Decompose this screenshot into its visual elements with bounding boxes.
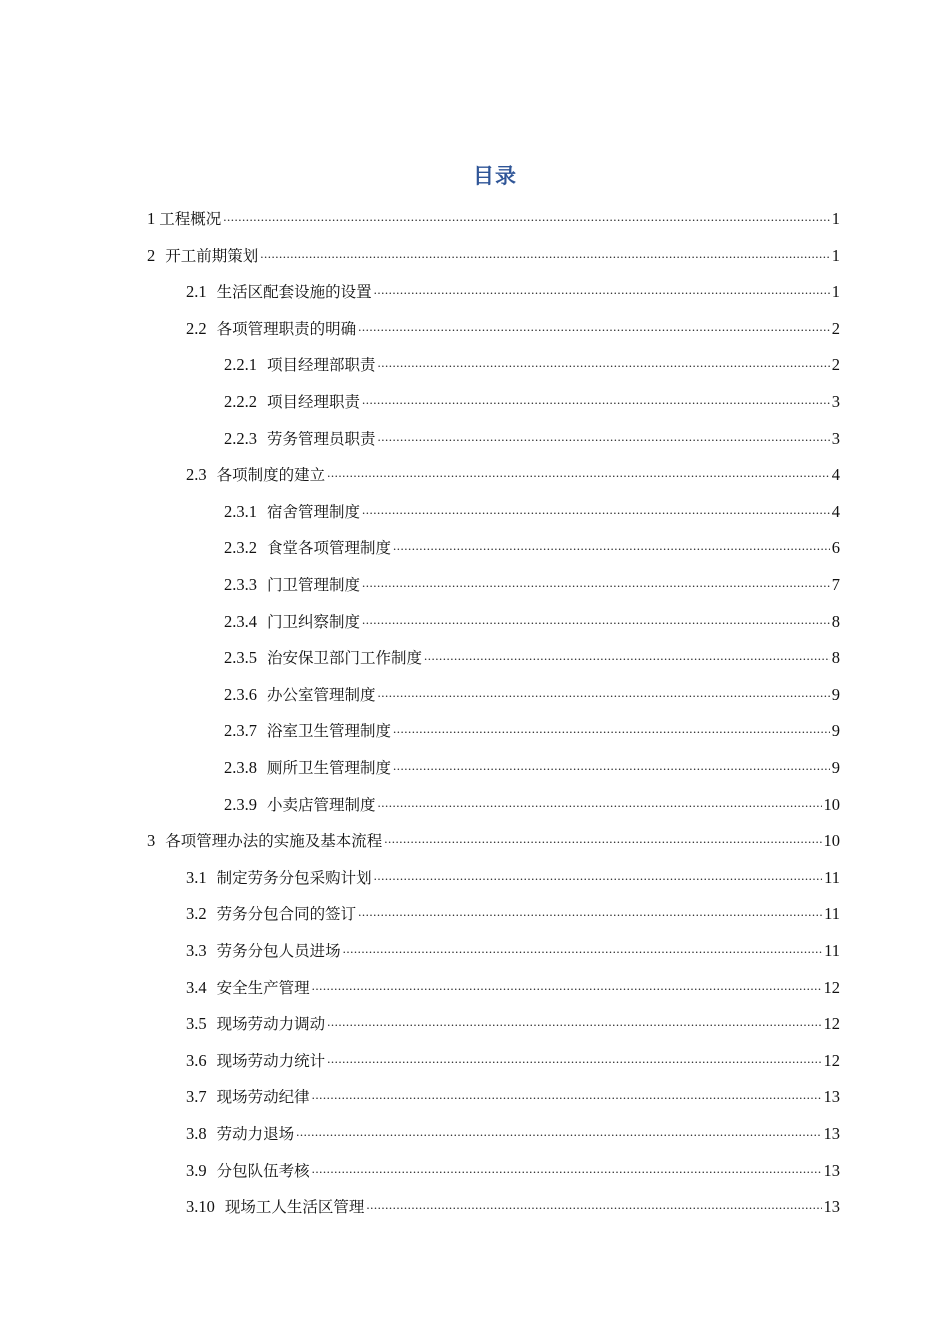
toc-dot-leader (312, 1160, 822, 1182)
toc-entry-title: 项目经理部职责 (267, 356, 376, 375)
toc-entry-page-number: 13 (823, 1160, 840, 1180)
toc-dot-leader (327, 464, 830, 486)
toc-entry[interactable] (224, 680, 840, 706)
toc-dot-leader (378, 794, 822, 816)
toc-entry-page-number: 10 (823, 794, 840, 814)
toc-entry-title: 各项管理办法的实施及基本流程 (165, 832, 383, 851)
toc-entry-title: 现场劳动力统计 (216, 1051, 326, 1070)
toc-entry-page-number: 7 (831, 575, 840, 594)
toc-entry-number: 2.2.1 (224, 355, 257, 375)
toc-entry-title: 劳务管理员职责 (267, 429, 376, 448)
toc-entry-page-number: 11 (824, 904, 840, 924)
toc-entry-number: 2.3.5 (224, 648, 257, 668)
toc-dot-leader (343, 940, 822, 962)
toc-entry[interactable] (224, 570, 840, 596)
toc-entry[interactable] (186, 277, 840, 303)
toc-entry-number: 3.2 (186, 904, 207, 924)
toc-entry-page-number: 12 (823, 1050, 840, 1070)
toc-entry-page-number: 10 (823, 831, 840, 851)
toc-entry-title: 生活区配套设施的设置 (216, 283, 372, 302)
toc-entry-page-number: 12 (823, 1014, 840, 1034)
toc-entry-number: 3.3 (186, 941, 207, 960)
toc-entry-number: 3.6 (186, 1050, 207, 1070)
toc-entry-page-number: 11 (824, 867, 840, 887)
toc-entry-title: 劳务分包合同的签订 (216, 905, 357, 924)
toc-dot-leader (362, 391, 830, 413)
toc-entry-number: 1 (147, 209, 156, 228)
toc-entry[interactable] (147, 241, 840, 267)
toc-dot-leader (358, 318, 830, 340)
toc-entry-number: 3.1 (186, 867, 207, 887)
toc-entry-number: 2.2.3 (224, 428, 257, 448)
toc-entry-number: 2.3 (186, 465, 207, 485)
toc-entry[interactable] (224, 497, 840, 523)
toc-entry-number: 3.9 (186, 1160, 207, 1180)
toc-entry-number: 3 (147, 831, 156, 851)
toc-entry-page-number: 9 (831, 684, 840, 704)
toc-entry[interactable] (224, 753, 840, 779)
toc-entry-title: 现场劳动力调动 (216, 1015, 326, 1034)
toc-entry-title: 劳务分包人员进场 (216, 942, 341, 960)
toc-entry[interactable] (147, 204, 840, 230)
toc-entry[interactable] (224, 350, 840, 376)
toc-dot-leader (327, 1013, 821, 1035)
toc-title: 目录 (473, 164, 517, 188)
toc-entry-page-number: 12 (823, 977, 840, 997)
toc-entry-page-number: 11 (824, 941, 840, 960)
toc-entry[interactable] (186, 863, 840, 889)
toc-entry-page-number: 8 (831, 648, 840, 668)
toc-entry-title: 现场工人生活区管理 (224, 1198, 365, 1217)
toc-entry-number: 3.7 (186, 1087, 207, 1107)
toc-entry-title: 制定劳务分包采购计划 (216, 868, 372, 887)
toc-dot-leader (374, 867, 822, 889)
toc-entry[interactable] (224, 643, 840, 669)
toc-entry-number: 2.3.8 (224, 758, 257, 777)
toc-entry[interactable] (224, 424, 840, 450)
toc-entry-page-number: 2 (831, 318, 840, 338)
toc-dot-leader (362, 574, 830, 596)
toc-entry[interactable] (147, 826, 840, 852)
toc-dot-leader (362, 501, 830, 523)
toc-entry-page-number: 4 (831, 465, 840, 485)
toc-entry-number: 2.3.2 (224, 538, 257, 558)
toc-dot-leader (312, 1086, 822, 1108)
toc-entry-title: 厕所卫生管理制度 (267, 759, 392, 777)
toc-entry-number: 2.3.7 (224, 721, 257, 741)
toc-dot-leader (393, 757, 830, 779)
toc-dot-leader (358, 903, 822, 925)
toc-entry-number: 2.3.6 (224, 684, 257, 704)
toc-dot-leader (327, 1050, 821, 1072)
toc-entry-title: 办公室管理制度 (267, 685, 376, 704)
toc-entry-page-number: 13 (823, 1124, 840, 1143)
toc-entry[interactable] (224, 607, 840, 633)
toc-entry-title: 治安保卫部门工作制度 (267, 649, 423, 668)
toc-entry[interactable] (186, 460, 840, 486)
toc-entry-page-number: 6 (831, 538, 840, 558)
toc-entry-title: 分包队伍考核 (216, 1161, 310, 1180)
toc-dot-leader (378, 684, 830, 706)
toc-entry-number: 2.1 (186, 282, 207, 302)
toc-entry-title: 浴室卫生管理制度 (267, 722, 392, 741)
toc-entry-page-number: 1 (831, 282, 840, 302)
toc-entry-title: 现场劳动纪律 (216, 1088, 310, 1107)
toc-entry-number: 2 (147, 245, 156, 265)
toc-entry-page-number: 4 (831, 501, 840, 521)
toc-entry-page-number: 9 (831, 721, 840, 741)
toc-entry[interactable] (186, 973, 840, 999)
toc-entry-title: 宿舍管理制度 (267, 502, 361, 521)
toc-dot-leader (296, 1123, 821, 1145)
toc-dot-leader (424, 647, 830, 669)
toc-entry[interactable] (186, 1046, 840, 1072)
toc-entry-title: 工程概况 (159, 210, 222, 228)
toc-entry[interactable] (186, 936, 840, 962)
toc-dot-leader (374, 281, 830, 303)
toc-entry[interactable] (186, 1119, 840, 1145)
toc-entry[interactable] (186, 314, 840, 340)
toc-entry-title: 门卫管理制度 (267, 576, 361, 594)
toc-dot-leader (378, 428, 830, 450)
toc-dot-leader (384, 830, 821, 852)
toc-entry-page-number: 3 (831, 392, 840, 411)
toc-entry-title: 各项管理职责的明确 (216, 319, 357, 338)
toc-entry-title: 小卖店管理制度 (267, 795, 376, 814)
toc-entry-page-number: 9 (831, 758, 840, 777)
toc-entry-number: 3.5 (186, 1014, 207, 1034)
toc-entry[interactable] (224, 790, 840, 816)
toc-entry[interactable] (186, 1009, 840, 1035)
toc-entry-number: 2.3.9 (224, 794, 257, 814)
toc-entry[interactable] (186, 1192, 840, 1218)
toc-entry-page-number: 8 (831, 611, 840, 631)
toc-entry[interactable] (224, 533, 840, 559)
toc-entry-page-number: 13 (823, 1087, 840, 1107)
toc-dot-leader (362, 611, 830, 633)
toc-entry-number: 3.8 (186, 1124, 207, 1143)
toc-entry-number: 3.4 (186, 977, 207, 997)
toc-entry-page-number: 3 (831, 428, 840, 448)
toc-entry-title: 食堂各项管理制度 (267, 539, 392, 558)
toc-entry-number: 2.3.1 (224, 501, 257, 521)
toc-entry-title: 项目经理职责 (267, 393, 361, 411)
toc-entry[interactable] (186, 899, 840, 925)
toc-dot-leader (378, 354, 830, 376)
toc-entry-number: 2.3.3 (224, 575, 257, 594)
toc-dot-leader (223, 208, 829, 230)
toc-dot-leader (393, 720, 830, 742)
toc-entry[interactable] (224, 387, 840, 413)
toc-entry-page-number: 13 (823, 1197, 840, 1217)
toc-entry-number: 3.10 (186, 1197, 215, 1217)
toc-entry[interactable] (224, 716, 840, 742)
toc-entry-page-number: 1 (831, 209, 840, 228)
toc-entry-title: 开工前期策划 (165, 246, 259, 265)
toc-entry-title: 门卫纠察制度 (267, 612, 361, 631)
toc-entry-title: 劳动力退场 (216, 1125, 295, 1143)
toc-entry-title: 安全生产管理 (216, 978, 310, 997)
toc-dot-leader (393, 537, 830, 559)
toc-entry-number: 2.2.2 (224, 392, 257, 411)
toc-dot-leader (312, 977, 822, 999)
toc-entry-number: 2.3.4 (224, 611, 257, 631)
toc-dot-leader (260, 245, 829, 267)
toc-entry-page-number: 1 (831, 245, 840, 265)
toc-entry-number: 2.2 (186, 318, 207, 338)
toc-entry[interactable] (186, 1156, 840, 1182)
toc-entry[interactable] (186, 1082, 840, 1108)
toc-entry-title: 各项制度的建立 (216, 466, 326, 485)
toc-entry-page-number: 2 (831, 355, 840, 375)
toc-dot-leader (366, 1196, 821, 1218)
